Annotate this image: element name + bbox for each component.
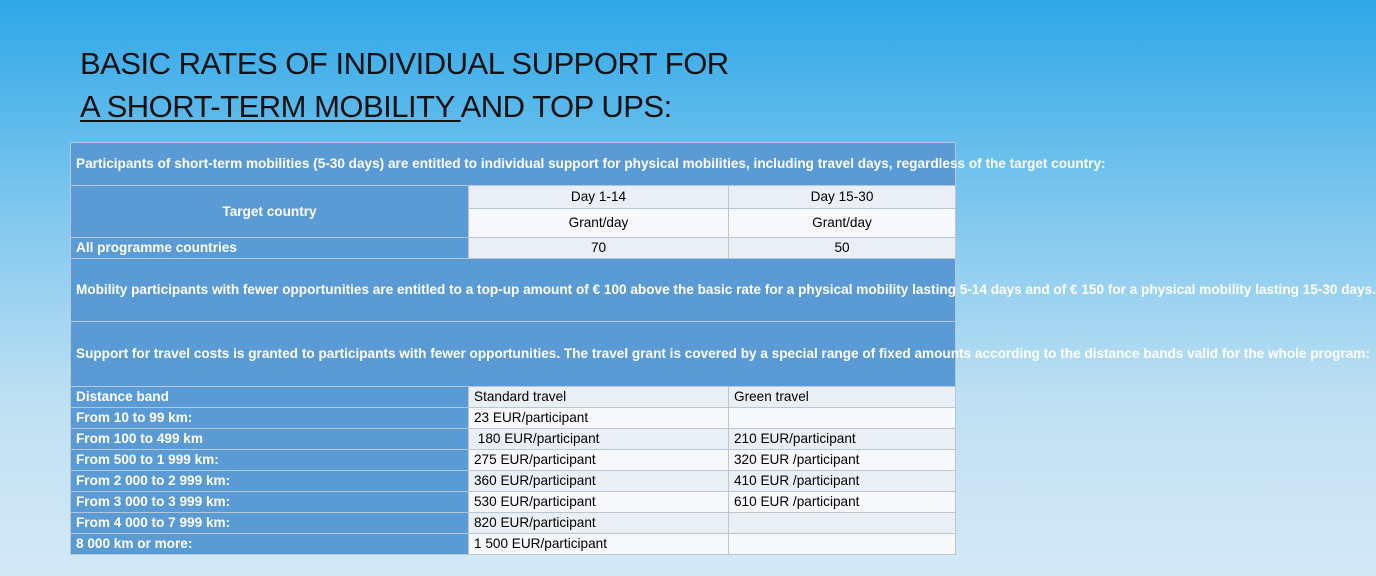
standard-travel-amount: 275 EUR/participant	[469, 450, 729, 471]
standard-travel-amount: 23 EUR/participant	[469, 408, 729, 429]
standard-travel-header: Standard travel	[469, 387, 729, 408]
distance-band: From 4 000 to 7 999 km:	[71, 513, 469, 534]
table-row	[71, 492, 956, 513]
table-row	[71, 471, 956, 492]
green-travel-amount: 210 EUR/participant	[729, 429, 956, 450]
distance-band: 8 000 km or more:	[71, 534, 469, 555]
distance-band: From 500 to 1 999 km:	[71, 450, 469, 471]
standard-travel-amount: 1 500 EUR/participant	[469, 534, 729, 555]
grant-value-15-30: 50	[729, 238, 956, 259]
standard-travel-amount: 820 EUR/participant	[469, 513, 729, 534]
green-travel-amount: 410 EUR /participant	[729, 471, 956, 492]
distance-band: From 100 to 499 km	[71, 429, 469, 450]
table-row	[71, 408, 956, 429]
table-row	[71, 429, 956, 450]
grant-per-day-2: Grant/day	[729, 209, 956, 238]
intro-text: Participants of short-term mobilities (5-30 days) are entitled to individual support for physical mobilities, including travel days, regardless of the target country:	[71, 143, 956, 186]
green-travel-amount	[729, 408, 956, 429]
grant-per-day-1: Grant/day	[469, 209, 729, 238]
distance-band-header: Distance band	[71, 387, 469, 408]
green-travel-amount	[729, 513, 956, 534]
topup-row	[71, 259, 956, 322]
table-row	[71, 513, 956, 534]
distance-band: From 10 to 99 km:	[71, 408, 469, 429]
distance-band: From 2 000 to 2 999 km:	[71, 471, 469, 492]
page-title	[80, 42, 729, 128]
standard-travel-amount: 530 EUR/participant	[469, 492, 729, 513]
topup-text: Mobility participants with fewer opportunities are entitled to a top-up amount of € 100 above the basic rate for a physical mobility lasting 5-14 days and of € 150 for a physical mobility lasting 15-30 days.	[71, 259, 956, 322]
title-line-1: BASIC RATES OF INDIVIDUAL SUPPORT FOR	[80, 46, 729, 81]
title-line-2-underlined: A SHORT-TERM MOBILITY	[80, 89, 461, 124]
distance-band: From 3 000 to 3 999 km:	[71, 492, 469, 513]
standard-travel-amount: 180 EUR/participant	[469, 429, 729, 450]
target-country-header: Target country	[71, 186, 469, 238]
day-15-30-header: Day 15-30	[729, 186, 956, 209]
green-travel-header: Green travel	[729, 387, 956, 408]
title-line-2-rest: AND TOP UPS:	[460, 89, 672, 124]
all-countries-row	[71, 238, 956, 259]
table-row	[71, 450, 956, 471]
green-travel-amount: 320 EUR /participant	[729, 450, 956, 471]
travel-text: Support for travel costs is granted to participants with fewer opportunities. The travel grant is covered by a special range of fixed amounts according to the distance bands valid for the whole program:	[71, 322, 956, 387]
green-travel-amount	[729, 534, 956, 555]
grant-header-row	[71, 186, 956, 209]
intro-row	[71, 143, 956, 186]
all-countries-label: All programme countries	[71, 238, 469, 259]
table-row	[71, 534, 956, 555]
rates-table	[70, 142, 1376, 555]
green-travel-amount: 610 EUR /participant	[729, 492, 956, 513]
grant-value-1-14: 70	[469, 238, 729, 259]
day-1-14-header: Day 1-14	[469, 186, 729, 209]
distance-header-row	[71, 387, 956, 408]
standard-travel-amount: 360 EUR/participant	[469, 471, 729, 492]
travel-row	[71, 322, 956, 387]
